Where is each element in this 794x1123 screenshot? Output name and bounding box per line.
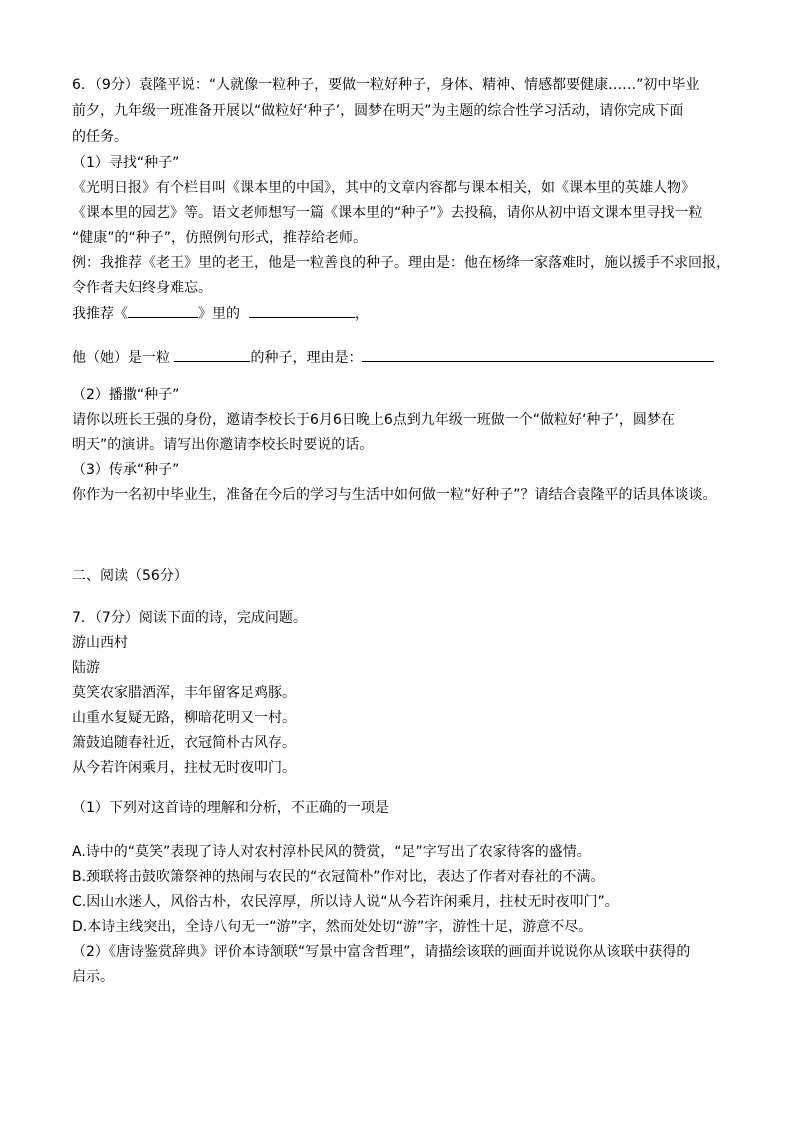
poem-line-4: 从今若许闲乘月，拄杖无时夜叩门。	[72, 760, 296, 776]
character-name-blank[interactable]	[249, 303, 355, 318]
reason-blank[interactable]	[362, 347, 714, 362]
q6-sub3-line: 你作为一名初中毕业生，准备在今后的学习与生活中如何做一粒“好种子”？请结合袁隆平的话具体谈谈。	[72, 487, 717, 503]
q7-sub1-title: （1）下列对这首诗的理解和分析，不正确的一项是	[72, 800, 389, 816]
q6-sub2-line-2: 明天”的演讲。请写出你邀请李校长时要说的话。	[72, 437, 374, 453]
q6-intro-line-3: 的任务。	[72, 129, 128, 145]
q6-fill-line-1	[72, 303, 369, 324]
fill-text-inside: 》里的	[198, 306, 240, 322]
q6-example-line-2: 令作者夫妇终身难忘。	[72, 280, 212, 296]
q6-example-line-1: 例：我推荐《老王》里的老王，他是一粒善良的种子。理由是：他在杨绛一家落难时，施以援手不求回报，	[72, 255, 730, 271]
q6-sub1-line-1: 《光明日报》有个栏目叫《课本里的中国》，其中的文章内容都与课本相关，如《课本里的英雄人物》	[72, 180, 695, 196]
q7-intro: 7．（7分）阅读下面的诗，完成问题。	[72, 610, 307, 626]
fill-text-seed: 他（她）是一粒	[72, 350, 170, 366]
poem-line-2: 山重水复疑无路，柳暗花明又一村。	[72, 710, 296, 726]
fill-text-recommend: 我推荐《	[72, 306, 128, 322]
seed-quality-blank[interactable]	[174, 347, 250, 362]
poem-line-3: 箫鼓追随春社近，衣冠简朴古风存。	[72, 735, 296, 751]
section-2-title: 二、阅读（56分）	[72, 568, 188, 584]
option-c: C.因山水迷人，风俗古朴，农民淳厚，所以诗人说“从今若许闲乘月，拄杖无时夜叩门”。	[72, 894, 619, 910]
q6-sub2-title: （2）播撒“种子”	[72, 387, 180, 403]
q6-intro-line-1: 6．（9分）袁隆平说：“人就像一粒种子，要做一粒好种子，身体、精神、情感都要健康……”初中毕业	[72, 77, 700, 93]
q6-fill-line-2	[72, 347, 714, 368]
q6-sub1-line-2: 《课本里的园艺》等。语文老师想写一篇《课本里的“种子”》去投稿，请你从初中语文课本里寻找一粒	[72, 205, 703, 221]
option-a: A.诗中的“莫笑”表现了诗人对农村淳朴民风的赞赏，“足”字写出了农家待客的盛情。	[72, 844, 591, 860]
q6-sub3-title: （3）传承“种子”	[72, 462, 180, 478]
q6-sub1-line-3: “健康”的“种子”，仿照例句形式，推荐给老师。	[72, 230, 368, 246]
q6-intro-line-2: 前夕，九年级一班准备开展以“做粒好‘种子’，圆梦在明天”为主题的综合性学习活动，请你完成下面	[72, 103, 684, 119]
fill-text-comma: ，	[354, 306, 369, 322]
q7-sub2-line-2: 启示。	[72, 969, 114, 985]
fill-text-reason: 的种子，理由是：	[250, 350, 363, 366]
q7-sub2-line-1: （2）《唐诗鉴赏辞典》评价本诗颔联“写景中富含哲理”，请描绘该联的画面并说说你从该联中获得的	[72, 944, 691, 960]
poem-author: 陆游	[72, 660, 100, 676]
option-d: D.本诗主线突出，全诗八句无一“游”字，然而处处切“游”字，游性十足，游意不尽。	[72, 919, 593, 935]
book-title-blank[interactable]	[128, 303, 198, 318]
q6-sub1-title: （1）寻找“种子”	[72, 155, 180, 171]
poem-title: 游山西村	[72, 635, 128, 651]
q6-sub2-line-1: 请你以班长王强的身份，邀请李校长于6月6日晚上6点到九年级一班做一个“做粒好‘种子’，圆梦在	[72, 412, 675, 428]
poem-line-1: 莫笑农家腊酒浑，丰年留客足鸡豚。	[72, 685, 296, 701]
option-b: B.颈联将击鼓吹箫祭神的热闹与农民的“衣冠简朴”作对比，表达了作者对春社的不满。	[72, 869, 605, 885]
